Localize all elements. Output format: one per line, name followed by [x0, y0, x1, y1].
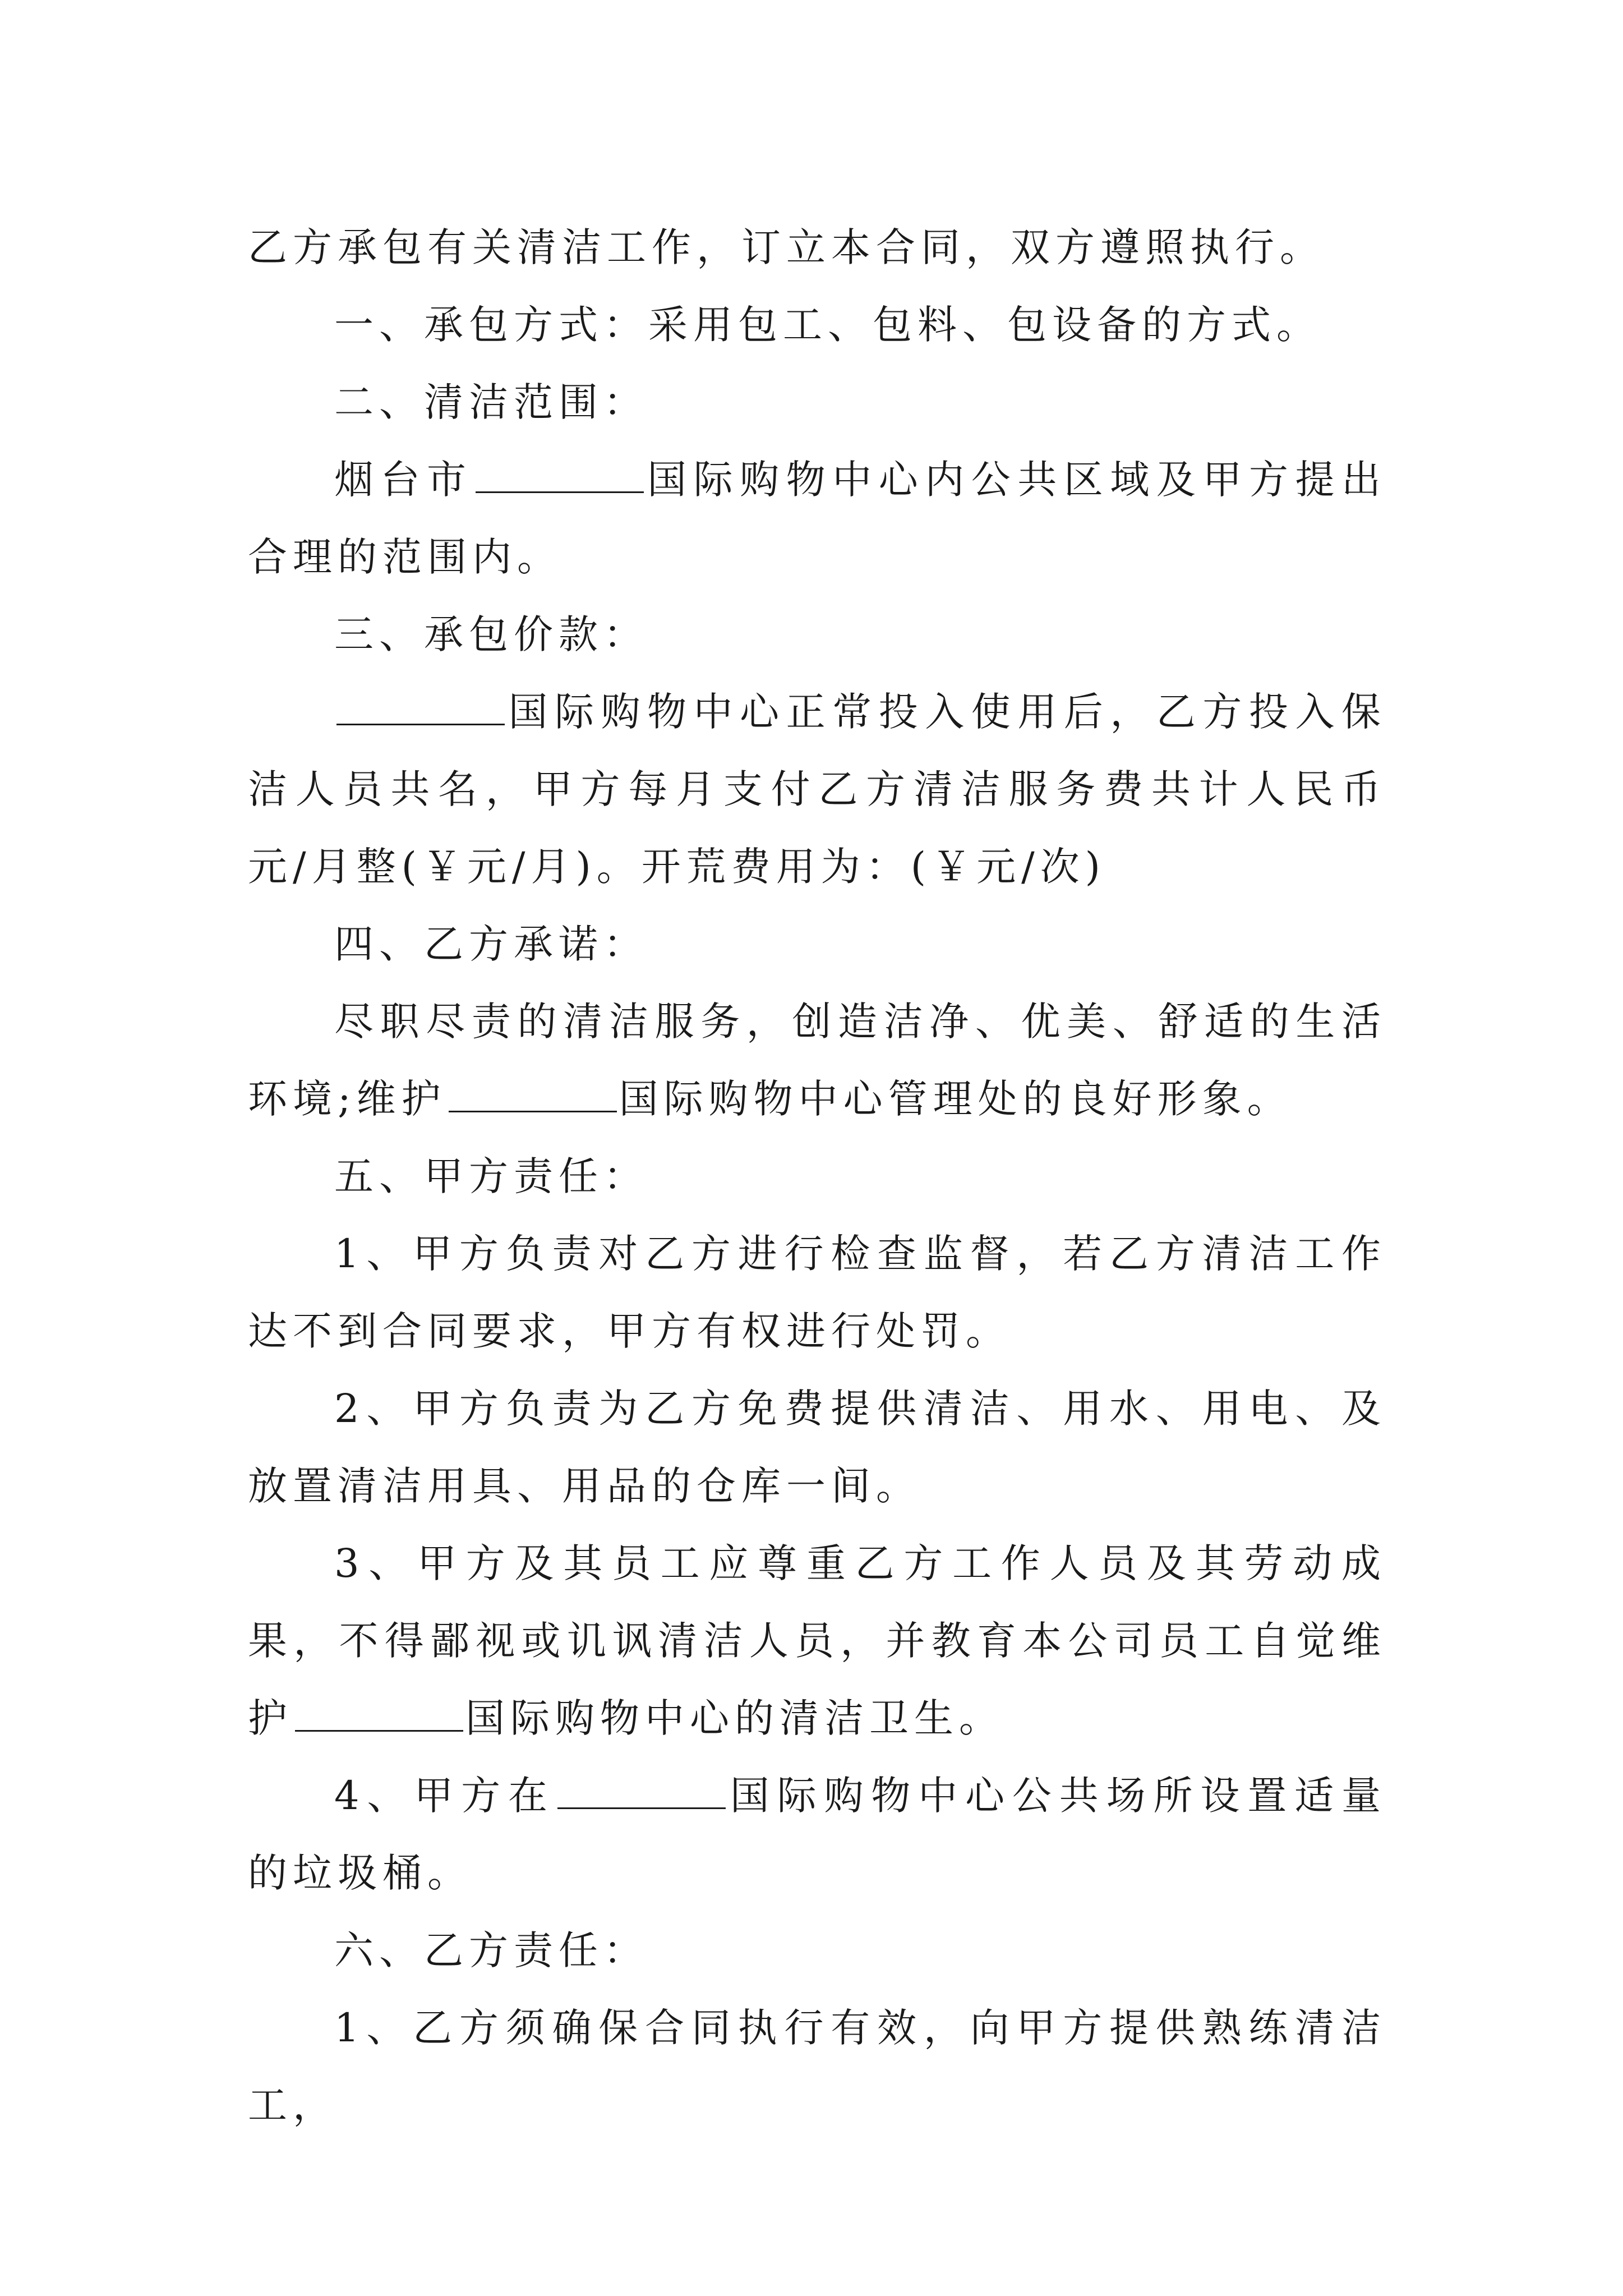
section-heading-cleaning-scope: [248, 364, 1386, 441]
fill-in-blank: [295, 1691, 463, 1732]
section-heading-party-b-responsibility: [248, 1912, 1386, 1989]
paragraph-price: [248, 673, 1386, 905]
clause-a-4: [248, 1757, 1386, 1912]
paragraph-text: 六、乙方责任：: [334, 1927, 648, 1973]
paragraph-scope: [248, 441, 1386, 596]
paragraph-text-after-blank: 国际购物中心内公共区域及甲方提出合理的范围内。: [248, 457, 1387, 580]
clause-a-1: [248, 1215, 1386, 1370]
fill-in-blank: [476, 452, 644, 493]
paragraph-intro: [248, 209, 1386, 286]
fill-in-blank: [336, 684, 505, 725]
paragraph-text: 1、甲方负责对乙方进行检查监督，若乙方清洁工作达不到合同要求，甲方有权进行处罚。: [248, 1231, 1386, 1354]
section-heading-contract-method: [248, 286, 1386, 364]
clause-b-1: [248, 1989, 1386, 2144]
paragraph-text-before-blank: 3、甲方及其员工应尊重乙方工作人员及其劳动成果，不得鄙视或讥讽清洁人员，并教育本公司员工自觉维护: [248, 1540, 1386, 1741]
paragraph-text-before-blank: 烟台市: [334, 457, 473, 503]
fill-in-blank: [449, 1071, 617, 1112]
fill-in-blank: [557, 1768, 726, 1809]
paragraph-text: 三、承包价款：: [334, 611, 648, 657]
section-heading-party-b-commitment: [248, 905, 1386, 983]
paragraph-text-after-blank: 国际购物中心公共场所设置适量的垃圾桶。: [248, 1773, 1386, 1896]
paragraph-text-before-blank: 尽职尽责的清洁服务，创造洁净、优美、舒适的生活环境;维护: [248, 999, 1386, 1122]
clause-a-3: [248, 1525, 1386, 1757]
paragraph-text-after-blank: 国际购物中心正常投入使用后，乙方投入保洁人员共名，甲方每月支付乙方清洁服务费共计人民币元/月整(￥元/月)。开荒费用为：(￥元/次): [248, 689, 1386, 890]
paragraph-text-after-blank: 国际购物中心的清洁卫生。: [465, 1695, 1004, 1741]
paragraph-commitment: [248, 983, 1386, 1138]
clause-a-2: [248, 1370, 1386, 1525]
paragraph-text: 乙方承包有关清洁工作，订立本合同，双方遵照执行。: [248, 224, 1325, 270]
paragraph-text: 五、甲方责任：: [334, 1153, 648, 1199]
paragraph-text-after-blank: 国际购物中心管理处的良好形象。: [619, 1076, 1292, 1122]
paragraph-text: 二、清洁范围：: [334, 379, 648, 425]
section-heading-party-a-responsibility: [248, 1138, 1386, 1215]
paragraph-text: 2、甲方负责为乙方免费提供清洁、用水、用电、及放置清洁用具、用品的仓库一间。: [248, 1386, 1386, 1509]
contract-body: [248, 209, 1386, 2144]
paragraph-text-before-blank: 4、甲方在: [334, 1773, 555, 1819]
paragraph-text: 四、乙方承诺：: [334, 921, 648, 967]
paragraph-text: 1、乙方须确保合同执行有效，向甲方提供熟练清洁工，: [248, 2005, 1386, 2128]
section-heading-contract-price: [248, 596, 1386, 673]
paragraph-text: 一、承包方式：采用包工、包料、包设备的方式。: [334, 302, 1321, 348]
